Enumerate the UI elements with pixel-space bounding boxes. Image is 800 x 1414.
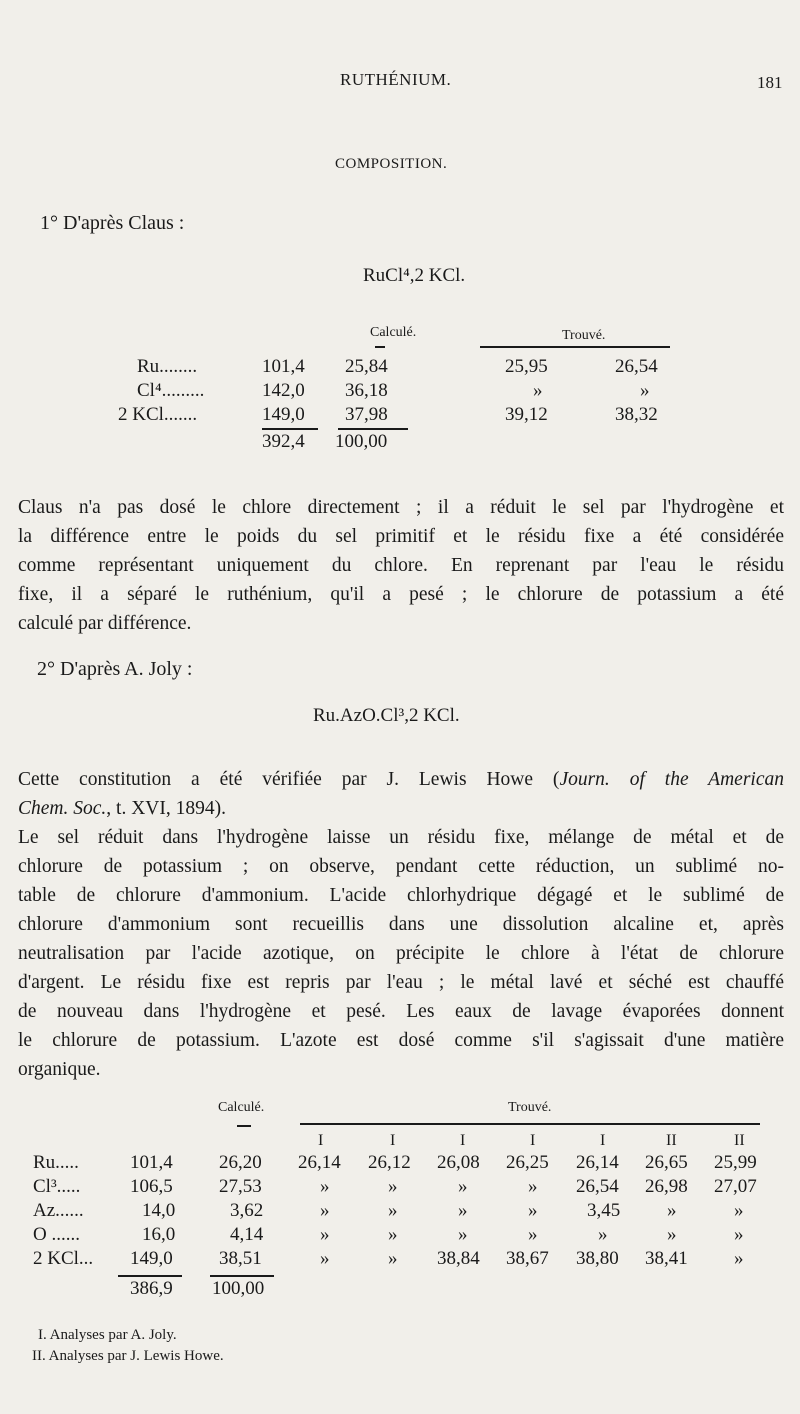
- row-found: »: [320, 1200, 330, 1221]
- row-found: »: [458, 1200, 468, 1221]
- row-mass: 149,0: [130, 1248, 173, 1269]
- row-found: »: [598, 1224, 608, 1245]
- roman-numeral: I: [318, 1132, 324, 1149]
- row-mass: 101,4: [262, 356, 305, 377]
- text-line: fixe, il a séparé le ruthénium, qu'il a pesé ; le chlorure de potassium a été: [18, 584, 784, 605]
- row-found: »: [320, 1224, 330, 1245]
- claus-total-mass: 392,4: [262, 431, 305, 452]
- claus-total-calc: 100,00: [335, 431, 388, 452]
- table2-total-rule-mass: [118, 1275, 182, 1277]
- row-label: Cl³.....: [33, 1176, 81, 1197]
- row-found: »: [667, 1200, 677, 1221]
- claus-formula: RuCl⁴,2 KCl.: [363, 265, 466, 286]
- claus-total-rule-calc: [338, 428, 408, 430]
- row-label: Az......: [33, 1200, 84, 1221]
- claus-col-calculated: Calculé.: [370, 325, 417, 340]
- row-found-1: 25,95: [505, 356, 548, 377]
- row-calc: 27,53: [219, 1176, 262, 1197]
- text-run: Cette constitution a été vérifiée par J. Lewis Howe (: [18, 769, 560, 790]
- table2-found-rule: [300, 1123, 760, 1125]
- row-found: »: [388, 1248, 398, 1269]
- roman-numeral: II: [666, 1132, 677, 1149]
- section-heading: COMPOSITION.: [335, 156, 448, 172]
- text-line: de nouveau dans l'hydrogène et pesé. Les eaux de lavage évaporées donnent: [18, 1001, 784, 1022]
- text-line: Le sel réduit dans l'hydrogène laisse un résidu fixe, mélange de métal et de: [18, 827, 784, 848]
- paragraph-analysis-method: [18, 823, 784, 1084]
- roman-numeral: I: [530, 1132, 536, 1149]
- row-found: »: [388, 1200, 398, 1221]
- text-line: calculé par différence.: [18, 613, 192, 634]
- text-line: organique.: [18, 1059, 101, 1080]
- row-found: 38,84: [437, 1248, 480, 1269]
- table2-col-calculated: Calculé.: [218, 1100, 265, 1115]
- row-found: 38,67: [506, 1248, 549, 1269]
- row-found: 26,65: [645, 1152, 688, 1173]
- claus-col-found: Trouvé.: [562, 328, 606, 343]
- row-calc: 4,14: [230, 1224, 264, 1245]
- row-found-2: »: [640, 380, 650, 401]
- row-found: »: [458, 1176, 468, 1197]
- text-line: chlorure de potassium ; on observe, pendant cette réduction, un sublimé no-: [18, 856, 784, 877]
- row-found-1: »: [533, 380, 543, 401]
- row-calc: 37,98: [345, 404, 388, 425]
- text-line: comme représentant uniquement du chlore. En reprenant par l'eau le résidu: [18, 555, 784, 576]
- table2-total-mass: 386,9: [130, 1278, 173, 1299]
- row-label: Ru........: [137, 356, 198, 377]
- row-found: »: [734, 1200, 744, 1221]
- claus-found-rule: [480, 346, 670, 348]
- page-number: 181: [757, 73, 783, 92]
- roman-numeral: II: [734, 1132, 745, 1149]
- text-line: chlorure d'ammonium sont recueillis dans une dissolution alcaline et, après: [18, 914, 784, 935]
- row-found: »: [734, 1224, 744, 1245]
- paragraph-claus-method: [18, 493, 784, 638]
- row-found: »: [734, 1248, 744, 1269]
- text-line: [18, 765, 784, 794]
- roman-numeral: I: [460, 1132, 466, 1149]
- table2-total-rule-calc: [210, 1275, 274, 1277]
- text-line: d'argent. Le résidu fixe est repris par l'eau ; le métal lavé et séché est chauffé: [18, 972, 784, 993]
- table2-col-found: Trouvé.: [508, 1100, 552, 1115]
- row-found: 3,45: [587, 1200, 621, 1221]
- row-found: 26,08: [437, 1152, 480, 1173]
- paragraph-howe-verification: [18, 765, 784, 823]
- row-label: O ......: [33, 1224, 80, 1245]
- row-found: 27,07: [714, 1176, 757, 1197]
- row-mass: 101,4: [130, 1152, 173, 1173]
- row-found: »: [458, 1224, 468, 1245]
- row-found: »: [320, 1248, 330, 1269]
- row-label: 2 KCl.......: [118, 404, 198, 425]
- text-line: table de chlorure d'ammonium. L'acide chlorhydrique dégagé et le sublimé de: [18, 885, 784, 906]
- claus-heading: 1° D'après Claus :: [40, 212, 185, 234]
- row-label: 2 KCl...: [33, 1248, 94, 1269]
- row-found-1: 39,12: [505, 404, 548, 425]
- row-mass: 14,0: [142, 1200, 176, 1221]
- table2-total-calc: 100,00: [212, 1278, 265, 1299]
- row-found: 26,14: [576, 1152, 619, 1173]
- row-mass: 106,5: [130, 1176, 173, 1197]
- row-found: 26,98: [645, 1176, 688, 1197]
- roman-numeral: I: [390, 1132, 396, 1149]
- row-found: 26,12: [368, 1152, 411, 1173]
- text-run: , t. XVI, 1894).: [106, 798, 226, 819]
- row-found: 38,41: [645, 1248, 688, 1269]
- row-label: Cl⁴.........: [137, 380, 205, 401]
- row-calc: 38,51: [219, 1248, 262, 1269]
- text-line: le chlorure de potassium. L'azote est dosé comme s'il s'agissait d'une matière: [18, 1030, 784, 1051]
- row-found: 26,25: [506, 1152, 549, 1173]
- row-found: »: [528, 1224, 538, 1245]
- row-mass: 142,0: [262, 380, 305, 401]
- text-line: neutralisation par l'acide azotique, on précipite le chlore à l'état de chlorure: [18, 943, 784, 964]
- footnote: II. Analyses par J. Lewis Howe.: [32, 1348, 224, 1364]
- joly-heading: 2° D'après A. Joly :: [37, 658, 193, 680]
- row-found: »: [388, 1224, 398, 1245]
- footnote: I. Analyses par A. Joly.: [38, 1327, 177, 1343]
- row-calc: 25,84: [345, 356, 388, 377]
- row-found: »: [528, 1200, 538, 1221]
- running-title: RUTHÉNIUM.: [340, 70, 452, 89]
- row-found: 38,80: [576, 1248, 619, 1269]
- text-line: [18, 794, 784, 823]
- row-calc: 26,20: [219, 1152, 262, 1173]
- row-found: »: [528, 1176, 538, 1197]
- row-calc: 3,62: [230, 1200, 264, 1221]
- claus-total-rule-mass: [262, 428, 318, 430]
- row-calc: 36,18: [345, 380, 388, 401]
- row-found-2: 38,32: [615, 404, 658, 425]
- table2-dash: [237, 1125, 251, 1127]
- row-found: 26,14: [298, 1152, 341, 1173]
- row-label: Ru.....: [33, 1152, 79, 1173]
- journal-title: Journ. of the American: [559, 769, 784, 790]
- row-found: 25,99: [714, 1152, 757, 1173]
- row-found: »: [320, 1176, 330, 1197]
- text-line: Claus n'a pas dosé le chlore directement ; il a réduit le sel par l'hydrogène et: [18, 497, 784, 518]
- roman-numeral: I: [600, 1132, 606, 1149]
- journal-title-cont: Chem. Soc.: [18, 798, 107, 819]
- row-mass: 16,0: [142, 1224, 176, 1245]
- row-found-2: 26,54: [615, 356, 658, 377]
- row-found: 26,54: [576, 1176, 619, 1197]
- claus-dash: [375, 346, 385, 348]
- row-found: »: [388, 1176, 398, 1197]
- text-line: la différence entre le poids du sel primitif et le résidu fixe a été considérée: [18, 526, 784, 547]
- row-found: »: [667, 1224, 677, 1245]
- row-mass: 149,0: [262, 404, 305, 425]
- joly-formula: Ru.AzO.Cl³,2 KCl.: [313, 705, 460, 726]
